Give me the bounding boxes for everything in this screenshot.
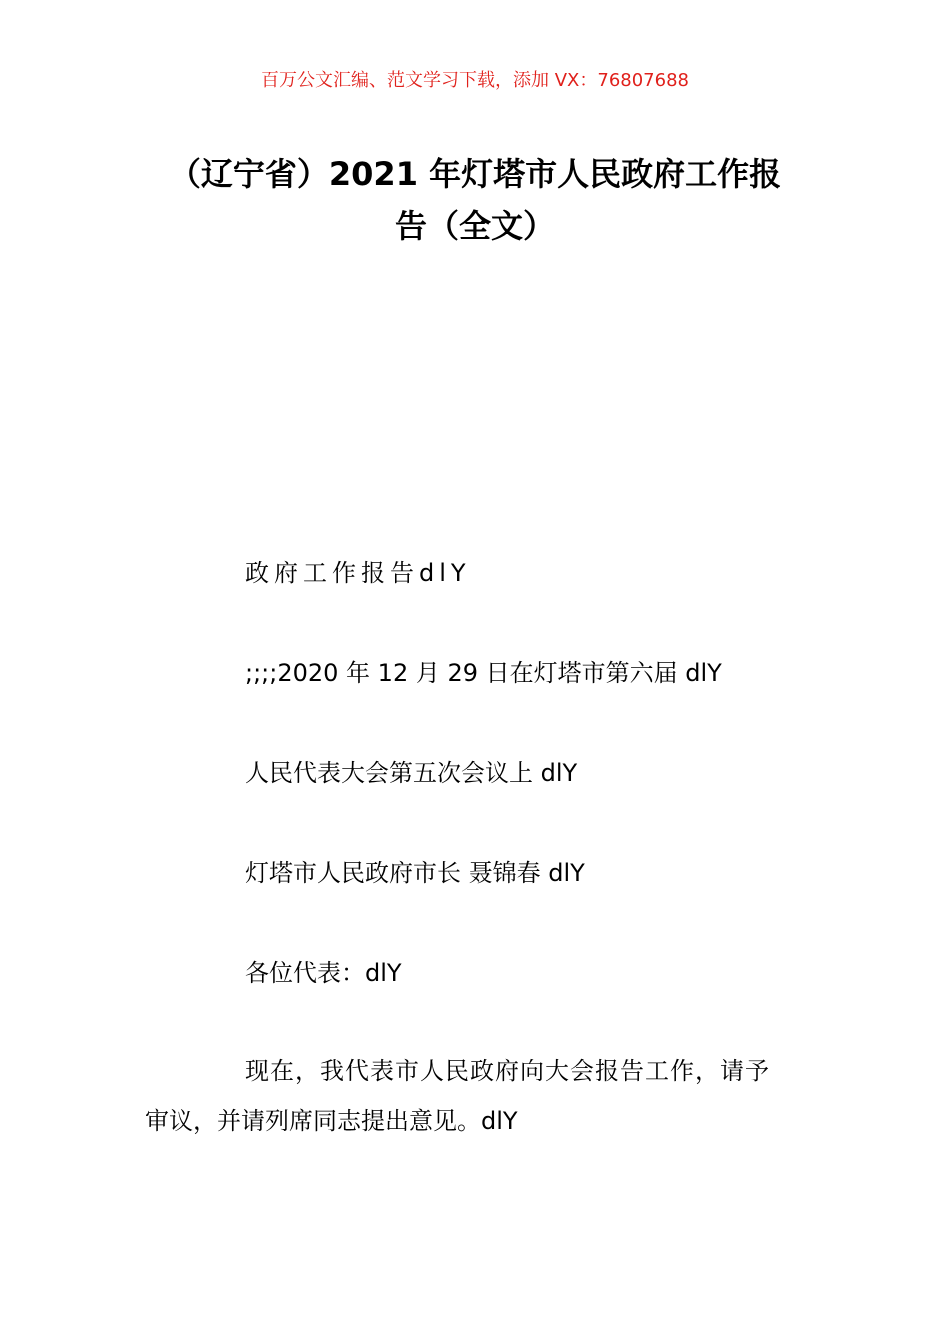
body-paragraph-line-1: 现在，我代表市人民政府向大会报告工作，请予 [245, 1057, 770, 1085]
header-banner: 百万公文汇编、范文学习下载，添加 VX：76807688 [261, 70, 689, 91]
salutation-line: 各位代表：dlY [245, 959, 402, 987]
document-title [140, 148, 810, 252]
speaker-line: 灯塔市人民政府市长 聂锦春 dlY [245, 859, 585, 887]
body-paragraph-line-2: 审议，并请列席同志提出意见。dlY [145, 1107, 518, 1135]
meeting-name-line: 人民代表大会第五次会议上 dlY [245, 759, 578, 787]
title-line-2: 告（全文） [394, 207, 555, 245]
report-heading: 政府工作报告dlY [245, 559, 471, 587]
meeting-date-line: ;;;;2020 年 12 月 29 日在灯塔市第六届 dlY [245, 659, 722, 687]
title-line-1: （辽宁省）2021 年灯塔市人民政府工作报 [168, 155, 782, 193]
